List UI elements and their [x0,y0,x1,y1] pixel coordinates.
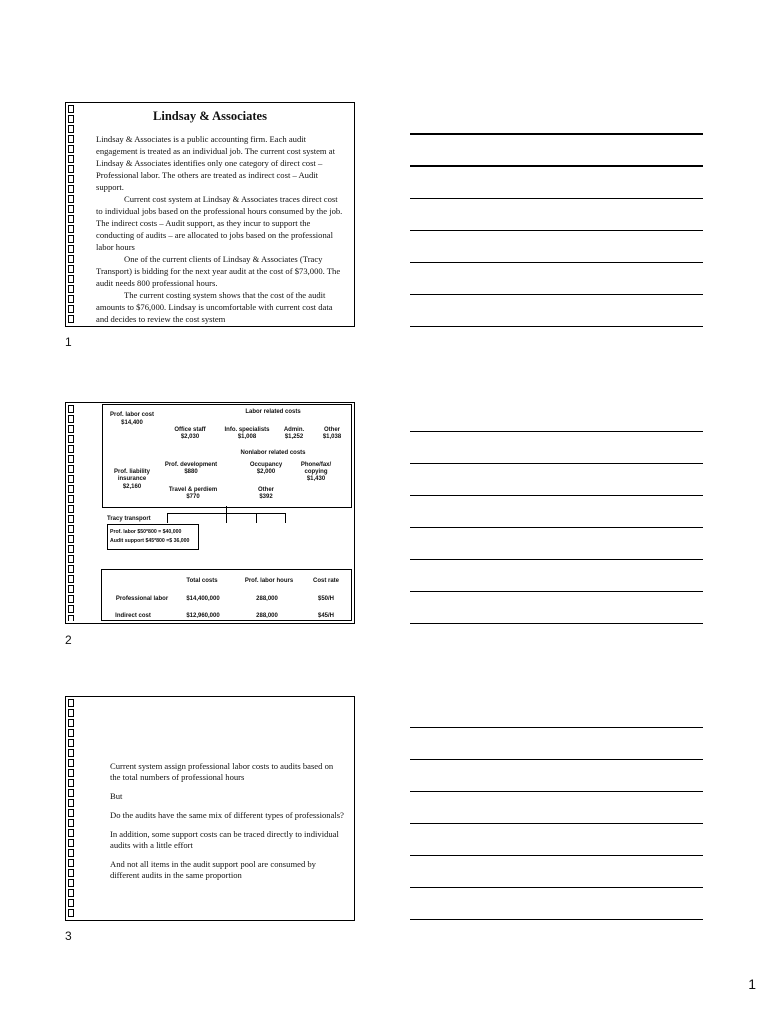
checkbox-glyph [68,215,74,223]
checkbox-glyph [68,585,74,593]
checkbox-glyph [68,719,74,727]
nonlabor-header: Nonlabor related costs [240,450,306,456]
info-specialists-label: Info. specialists [224,427,270,433]
note-line [410,431,703,432]
checkbox-glyph [68,305,74,313]
checkbox-glyph [68,405,74,413]
checkbox-glyph [68,709,74,717]
note-line [410,823,703,824]
other-label: Other [323,427,340,433]
other-nonlabor-value: $392 [259,494,273,500]
checkbox-glyph [68,485,74,493]
other-nonlabor-label: Other [257,487,274,493]
checkbox-glyph [68,739,74,747]
other-value: $1,038 [322,434,342,440]
checkbox-glyph [68,205,74,213]
paragraph: Do the audits have the same mix of different types of professionals? [110,810,344,820]
checkbox-glyph [68,789,74,797]
paragraph: The current costing system shows that the cost of the audit amounts to $76,000. Lindsay is uncomfortable with current cost data and decides to review the cost system [96,290,333,324]
note-line [410,495,703,496]
note-line [410,230,703,231]
tracy-line-1: Prof. labor $50*800 = $40,000 [110,529,182,535]
checkbox-glyph [68,879,74,887]
checkbox-column [68,405,74,621]
paragraph: But [110,791,123,801]
checkbox-glyph [68,265,74,273]
checkbox-glyph [68,155,74,163]
checkbox-column [68,105,74,324]
checkbox-glyph [68,435,74,443]
checkbox-glyph [68,809,74,817]
checkbox-glyph [68,135,74,143]
prof-liability-label: Prof. liability [113,469,150,475]
paragraph: One of the current clients of Lindsay & Associates (Tracy Transport) is bidding for the next year audit at the cost of $73,000. The audit needs 800 professional hours. [96,254,341,288]
slide-2 [65,402,355,624]
connector-line [226,506,227,523]
tracy-transport-box [107,524,199,550]
checkbox-glyph [68,889,74,897]
slide-number: 3 [65,929,72,943]
checkbox-glyph [68,315,74,323]
table-cell: 288,000 [256,596,278,602]
prof-labor-cost-value: $14,400 [121,420,143,426]
note-line [410,294,703,295]
checkbox-glyph [68,525,74,533]
occupancy-label: Occupancy [249,462,283,468]
cost-rate-table [101,569,352,621]
note-line [410,262,703,263]
checkbox-glyph [68,829,74,837]
table-cell: $50/H [317,596,334,602]
checkbox-glyph [68,245,74,253]
checkbox-glyph [68,465,74,473]
note-line [410,591,703,592]
checkbox-glyph [68,495,74,503]
checkbox-glyph [68,819,74,827]
checkbox-glyph [68,575,74,583]
note-line [410,623,703,624]
checkbox-glyph [68,475,74,483]
tracy-transport-label: Tracy transport [107,516,151,522]
note-line [410,326,703,327]
checkbox-glyph [68,455,74,463]
slide-number: 2 [65,633,72,647]
paragraph: And not all items in the audit support pool are consumed by different audits in the same proportion [110,859,316,880]
slide-body [110,761,344,889]
paragraph: In addition, some support costs can be traced directly to individual audits with a little effort [110,829,339,850]
note-line [410,165,703,167]
checkbox-column [68,699,74,918]
prof-development-label: Prof. development [164,462,218,468]
paragraph: Current system assign professional labor costs to audits based on the total numbers of professional hours [110,761,334,782]
travel-value: $770 [186,494,200,500]
slide-body [96,133,346,325]
table-header: Cost rate [312,578,339,584]
labor-related-header-text: Labor related costs [245,409,301,415]
office-staff-label: Office staff [174,427,206,433]
table-cell: $45/H [317,613,334,619]
checkbox-glyph [68,699,74,707]
note-line [410,727,703,728]
checkbox-glyph [68,595,74,603]
checkbox-glyph [68,839,74,847]
checkbox-glyph [68,125,74,133]
checkbox-glyph [68,769,74,777]
slide-number: 1 [65,335,72,349]
checkbox-glyph [68,165,74,173]
checkbox-glyph [68,909,74,917]
insurance-label: insurance [117,476,147,482]
prof-liability-value: $2,160 [122,484,142,490]
table-cell: $14,400,000 [186,596,220,602]
checkbox-glyph [68,749,74,757]
note-line [410,919,703,920]
note-line [410,855,703,856]
note-line [410,527,703,528]
travel-label: Travel & perdiem [168,487,218,493]
checkbox-glyph [68,545,74,553]
checkbox-glyph [68,799,74,807]
checkbox-glyph [68,225,74,233]
checkbox-glyph [68,849,74,857]
note-line [410,133,703,135]
note-line [410,559,703,560]
note-line [410,887,703,888]
table-cell: 288,000 [256,613,278,619]
checkbox-glyph [68,185,74,193]
office-staff-value: $2,030 [180,434,200,440]
table-cell: $12,960,000 [186,613,220,619]
table-header: Prof. labor hours [244,578,294,584]
slide-title: Lindsay & Associates [153,109,267,123]
page-number: 1 [748,976,756,992]
checkbox-glyph [68,425,74,433]
occupancy-value: $2,000 [256,469,276,475]
checkbox-glyph [68,235,74,243]
checkbox-glyph [68,565,74,573]
checkbox-glyph [68,445,74,453]
note-line [410,198,703,199]
note-line [410,463,703,464]
checkbox-glyph [68,195,74,203]
checkbox-glyph [68,899,74,907]
checkbox-glyph [68,175,74,183]
checkbox-glyph [68,555,74,563]
connector-line [256,513,257,523]
table-header: Total costs [186,578,218,584]
checkbox-glyph [68,515,74,523]
info-specialists-value: $1,008 [237,434,257,440]
table-row-label: Professional labor [115,596,169,602]
checkbox-glyph [68,535,74,543]
paragraph: Current cost system at Lindsay & Associates traces direct cost to individual jobs based on the professional hours consumed by the job. The indirect costs – Audit support, as they incur to support the conducting of audits – are allocated to jobs based on the professional labor hours [96,194,343,252]
slide-1 [65,102,355,327]
checkbox-glyph [68,415,74,423]
table-row-label: Indirect cost [115,613,151,619]
connector-line [167,513,168,523]
slide-3 [65,696,355,921]
checkbox-glyph [68,729,74,737]
note-line [410,791,703,792]
note-line [410,759,703,760]
phone-label: Phone/fax/ [300,462,332,468]
prof-development-value: $880 [184,469,198,475]
tracy-line-2: Audit support $45*800 =$ 36,000 [110,538,190,544]
checkbox-glyph [68,285,74,293]
phone-value: $1,430 [306,476,326,482]
checkbox-glyph [68,859,74,867]
connector-line [285,513,286,523]
checkbox-glyph [68,759,74,767]
copying-label: copying [304,469,328,475]
prof-labor-cost-label: Prof. labor cost [109,412,154,418]
checkbox-glyph [68,869,74,877]
checkbox-glyph [68,779,74,787]
admin-label: Admin. [283,427,305,433]
admin-value: $1,252 [284,434,304,440]
paragraph: Lindsay & Associates is a public accounting firm. Each audit engagement is treated as an individual job. The current cost system at Lindsay & Associates identifies only one category of direct cost – Professional labor. The others are treated as indirect cost – Audit support. [96,134,335,192]
checkbox-glyph [68,275,74,283]
checkbox-glyph [68,505,74,513]
checkbox-glyph [68,145,74,153]
checkbox-glyph [68,605,74,613]
cost-breakdown-box [102,404,352,508]
checkbox-glyph [68,615,74,621]
checkbox-glyph [68,255,74,263]
checkbox-glyph [68,295,74,303]
